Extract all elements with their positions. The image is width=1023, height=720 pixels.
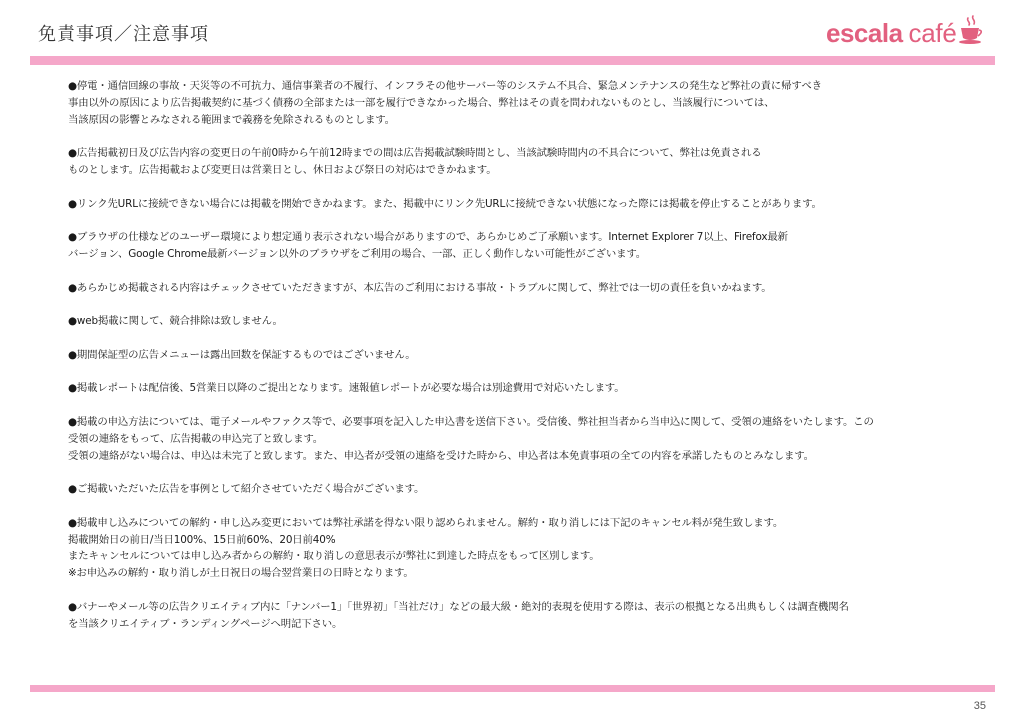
coffee-cup-icon: [958, 14, 984, 46]
text-line: ●広告掲載初日及び広告内容の変更日の午前0時から午前12時までの間は広告掲載試験時間とし、当該試験時間内の不具合について、弊社は免責される: [68, 147, 762, 160]
text-line: ●掲載申し込みについての解約・申し込み変更においては弊社承諾を得ない限り認められません。解約・取り消しには下記のキャンセル料が発生致します。: [68, 516, 784, 529]
text-line: ●web掲載に関して、競合排除は致しません。: [68, 315, 283, 328]
disclaimer-item-superlatives: [68, 599, 998, 633]
text-line: ものとします。広告掲載および変更日は営業日とし、休日および祭日の対応はできかねます。: [68, 163, 497, 176]
text-line: ●あらかじめ掲載される内容はチェックさせていただきますが、本広告のご利用における事故・トラブルに関して、弊社では一切の責任を負いかねます。: [68, 281, 772, 294]
disclaimer-item-test-period: [68, 145, 998, 179]
escala-cafe-logo: [826, 18, 984, 52]
text-line: 受領の連絡をもって、広告掲載の申込完了と致します。: [68, 432, 323, 445]
text-line: ●掲載レポートは配信後、5営業日以降のご提出となります。速報値レポートが必要な場合は別途費用で対応いたします。: [68, 382, 625, 395]
disclaimer-item-content-check: [68, 280, 998, 297]
disclaimer-body: [68, 78, 998, 649]
text-line: ●ご掲載いただいた広告を事例として紹介させていただく場合がございます。: [68, 483, 425, 496]
logo-word-cafe: café: [908, 18, 957, 48]
text-line: ●期間保証型の広告メニューは露出回数を保証するものではございません。: [68, 348, 416, 361]
text-line: ●掲載の申込方法については、電子メールやファクス等で、必要事項を記入した申込書を送信下さい。受信後、弊社担当者から当申込に関して、受領の連絡をいたします。この: [68, 415, 874, 428]
disclaimer-item-application: [68, 414, 998, 464]
text-line: ●ブラウザの仕様などのユーザー環境により想定通り表示されない場合がありますので、あらかじめご了承願います。Internet Explorer 7以上、Firefox最新: [68, 231, 788, 244]
page-title: 免責事項／注意事項: [38, 24, 209, 45]
text-line: 受領の連絡がない場合は、申込は未完了と致します。また、申込者が受領の連絡を受けた時から、申込者は本免責事項の全ての内容を承諾したものとみなします。: [68, 449, 814, 462]
text-line: バージョン、Google Chrome最新バージョン以外のブラウザをご利用の場合、一部、正しく動作しない可能性がございます。: [68, 247, 647, 260]
disclaimer-item-competition: [68, 313, 998, 330]
disclaimer-item-link-url: [68, 196, 998, 213]
text-line: ●リンク先URLに接続できない場合には掲載を開始できかねます。また、掲載中にリンク先URLに接続できない状態になった際には掲載を停止することがあります。: [68, 197, 822, 210]
page-number: 35: [973, 700, 986, 712]
logo-word-escala: escala: [826, 18, 903, 48]
text-line: ●バナーやメール等の広告クリエイティブ内に「ナンバー1」「世界初」「当社だけ」などの最大級・絶対的表現を使用する際は、表示の根拠となる出典もしくは調査機関名: [68, 600, 849, 613]
bottom-accent-bar: [30, 685, 995, 692]
text-line: 事由以外の原因により広告掲載契約に基づく債務の全部または一部を履行できなかった場合、弊社はその責を問われないものとし、当該履行については、: [68, 96, 775, 109]
text-line: 当該原因の影響とみなされる範囲まで義務を免除されるものとします。: [68, 113, 395, 126]
disclaimer-item-report: [68, 380, 998, 397]
disclaimer-item-case-study: [68, 481, 998, 498]
disclaimer-item-impressions: [68, 347, 998, 364]
disclaimer-item-browser: [68, 229, 998, 263]
text-line: ●停電・通信回線の事故・天災等の不可抗力、通信事業者の不履行、インフラその他サーバー等のシステム不具合、緊急メンテナンスの発生など弊社の責に帰すべき: [68, 80, 822, 92]
text-line: を当該クリエイティブ・ランディングページへ明記下さい。: [68, 617, 343, 630]
disclaimer-item-cancellation: [68, 515, 998, 582]
disclaimer-item-system-failure: [68, 78, 998, 128]
text-line: ※お申込みの解約・取り消しが土日祝日の場合翌営業日の日時となります。: [68, 567, 414, 580]
text-line: 掲載開始日の前日/当日100%、15日前60%、20日前40%: [68, 533, 336, 546]
top-accent-bar: [30, 56, 995, 65]
text-line: またキャンセルについては申し込み者からの解約・取り消しの意思表示が弊社に到達した時点をもって区別します。: [68, 550, 600, 563]
